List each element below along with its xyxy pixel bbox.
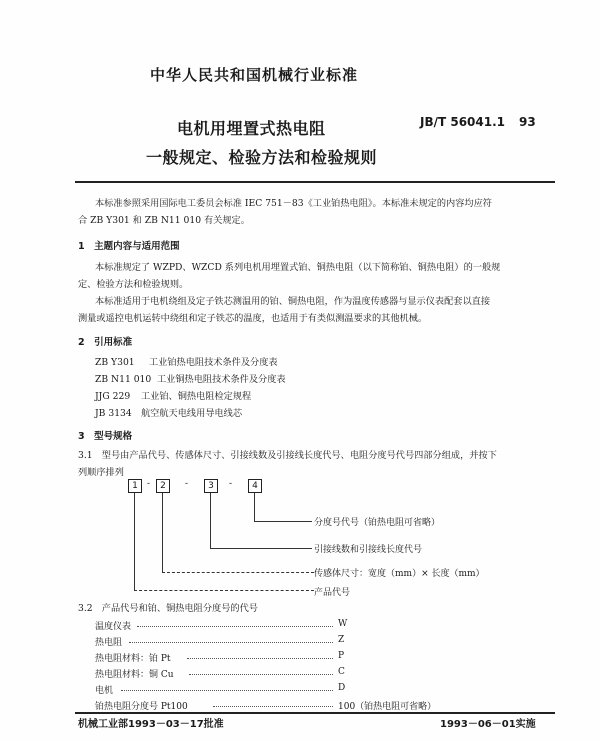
- code-list-item: [95, 651, 515, 663]
- code-list-item: [95, 667, 515, 679]
- reference-item: [95, 405, 242, 422]
- leader-dots: [187, 650, 333, 659]
- reference-item: [95, 371, 286, 388]
- code-name: 铂热电阻分度号 Pt100: [95, 702, 188, 712]
- separator-dash: -: [147, 479, 151, 489]
- connector-line: [210, 493, 211, 548]
- label-product-code: 产品代号: [314, 588, 351, 598]
- reference-title: 工业铂、铜热电阻检定规程: [141, 391, 252, 402]
- section-1-p1-line1: 本标准规定了 WZPD、WZCD 系列电机用埋置式铂、铜热电阻（以下简称铂、铜热电阻）的一般规: [95, 262, 501, 273]
- leader-dots: [121, 682, 333, 691]
- reference-code: ZB Y301: [95, 357, 135, 368]
- code-box-3: 3: [204, 479, 218, 493]
- code-value: P: [338, 651, 345, 661]
- code-box-4: 4: [248, 479, 262, 493]
- reference-item: [95, 388, 251, 405]
- section-3-1-line2: 列顺序排列: [78, 467, 124, 478]
- code-box-2: 2: [156, 479, 170, 493]
- section-3-2-heading: 3.2 产品代号和铂、铜热电阻分度号的代号: [78, 603, 258, 614]
- connector-line: [162, 572, 314, 573]
- approval-date: 机械工业部1993－03－17批准: [78, 719, 224, 730]
- reference-code: ZB N11 010: [95, 374, 152, 385]
- connector-line: [162, 493, 163, 572]
- intro-line-1: 本标准参照采用国际电工委员会标准 IEC 751－83《工业铂热电阻》。本标准未规定的内容均应符: [95, 198, 492, 209]
- reference-code: JJG 229: [95, 391, 131, 402]
- section-1-p1-line2: 定、检验方法和检验规则。: [78, 279, 189, 290]
- section-3-1-line1: 3.1 型号由产品代号、传感体尺寸、引接线数及引接线长度代号、电阻分度号代号四部分组成，并按下: [78, 450, 497, 461]
- section-3-heading: 3 型号规格: [78, 431, 133, 442]
- separator-dash: -: [185, 479, 189, 489]
- leader-dots: [137, 618, 333, 627]
- reference-title: 工业铂热电阻技术条件及分度表: [149, 357, 278, 368]
- reference-title: 工业铜热电阻技术条件及分度表: [157, 374, 286, 385]
- code-name: 热电阻材料：铂 Pt: [95, 654, 171, 664]
- code-value: 100（铂热电阻可省略）: [338, 702, 437, 712]
- label-graduation-code: 分度号代号（铂热电阻可省略）: [314, 518, 441, 528]
- section-1-p2-line1: 本标准适用于电机绕组及定子铁芯测温用的铂、铜热电阻，作为温度传感器与显示仪表配套以直接: [95, 296, 491, 307]
- footer-divider: [75, 712, 555, 714]
- issuing-organization: 中华人民共和国机械行业标准: [150, 66, 359, 84]
- leader-dots: [129, 634, 333, 643]
- code-name: 热电阻: [95, 638, 123, 648]
- connector-line: [134, 590, 314, 591]
- section-1-p2-line2: 测量或遥控电机运转中绕组和定子铁芯的温度，也适用于有类似测温要求的其他机械。: [78, 313, 428, 324]
- code-list-item: [95, 699, 515, 711]
- connector-line: [134, 493, 135, 590]
- connector-line: [254, 493, 255, 521]
- code-value: W: [338, 619, 348, 629]
- section-2-heading: 2 引用标准: [78, 337, 133, 348]
- code-list-item: [95, 619, 515, 631]
- section-1-heading: 1 主题内容与适用范围: [78, 241, 180, 252]
- code-name: 温度仪表: [95, 622, 132, 632]
- code-value: D: [338, 683, 346, 693]
- intro-line-2: 合 ZB Y301 和 ZB N11 010 有关规定。: [78, 215, 250, 226]
- code-box-1: 1: [128, 479, 142, 493]
- title-line-1: 电机用埋置式热电阻: [177, 119, 326, 138]
- separator-dash: -: [229, 479, 233, 489]
- code-name: 电机: [95, 686, 114, 696]
- reference-code: JB 3134: [95, 408, 132, 419]
- leader-dots: [213, 698, 333, 707]
- code-value: Z: [338, 635, 345, 645]
- code-value: C: [338, 667, 345, 677]
- header-divider: [75, 181, 555, 183]
- reference-title: 航空航天电线用导电线芯: [141, 408, 243, 419]
- reference-item: [95, 354, 278, 371]
- title-line-2: 一般规定、检验方法和检验规则: [146, 148, 378, 167]
- label-lead-wire-code: 引接线数和引接线长度代号: [314, 545, 423, 555]
- label-sensor-size: 传感体尺寸：宽度（mm）× 长度（mm）: [314, 569, 485, 579]
- code-name: 热电阻材料：铜 Cu: [95, 670, 174, 680]
- code-list-item: [95, 683, 515, 695]
- connector-line: [254, 521, 312, 522]
- leader-dots: [189, 666, 333, 675]
- standard-number: JB/T 56041.1: [420, 115, 506, 129]
- standard-year: 93: [519, 115, 536, 129]
- code-list-item: [95, 635, 515, 647]
- standard-code: [420, 115, 536, 129]
- effective-date: 1993－06－01实施: [440, 719, 536, 730]
- connector-line: [210, 548, 312, 549]
